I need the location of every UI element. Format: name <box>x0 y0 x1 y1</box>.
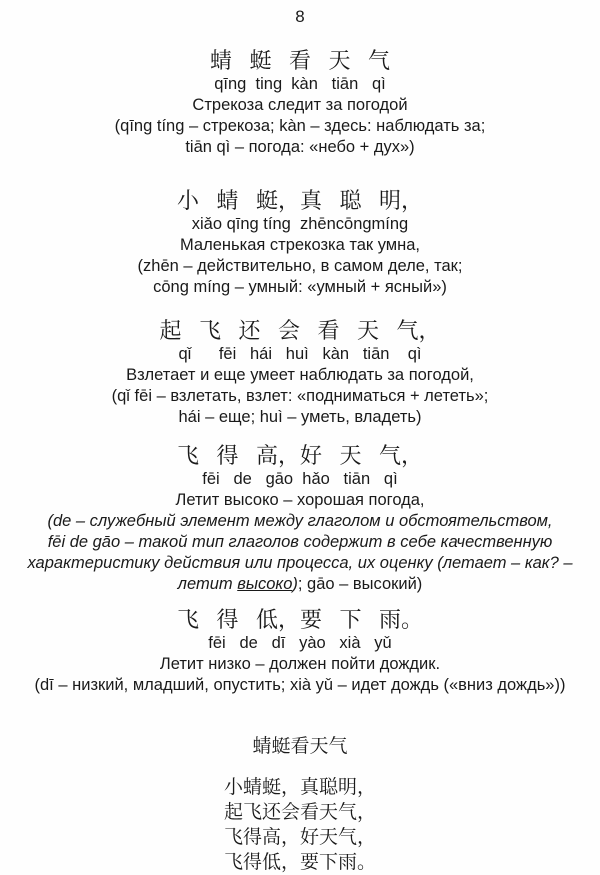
poem-line: 飞得高，好天气， <box>223 827 376 848</box>
hanzi-line: 小 蜻 蜓，真 聪 明， <box>176 188 423 213</box>
pinyin-line: xiǎo qīng tíng zhēncōngmíng <box>191 215 409 233</box>
poem-line: 飞得低，要下雨。 <box>223 852 376 873</box>
verse-section-5 <box>0 607 600 696</box>
poem-line: 小蜻蜓，真聪明， <box>223 777 376 798</box>
note-italic-close: ) <box>292 575 298 593</box>
note-italic-text: летит <box>177 575 238 593</box>
pinyin-line: qīng ting kàn tiān qì <box>214 75 386 93</box>
note-underlined-text: высоко <box>237 575 293 593</box>
note-line: tiān qì – погода: «небо + дух») <box>185 138 415 156</box>
hanzi-line: 起 飞 还 会 看 天 气， <box>159 318 441 343</box>
note-line <box>0 574 600 595</box>
poem-line: 起飞还会看天气， <box>223 802 376 823</box>
poem-title: 蜻蜓看天气 <box>252 736 348 757</box>
note-line: (qǐ fēi – взлетать, взлет: «подниматься + лететь»; <box>111 387 489 405</box>
verse-section-3 <box>0 318 600 428</box>
pinyin-line: fēi de dī yào xià yǔ <box>208 634 392 652</box>
note-line: (dī – низкий, младший, опустить; xià yǔ – идет дождь («вниз дождь»)) <box>34 676 566 694</box>
note-line: (de – служебный элемент между глаголом и обстоятельством, <box>47 512 553 530</box>
note-line: hái – еще; huì – уметь, владеть) <box>178 408 422 426</box>
poem-lines <box>0 775 600 875</box>
translation-line: Маленькая стрекозка так умна, <box>180 236 420 254</box>
verse-section-4 <box>0 443 600 595</box>
note-line: fēi de gāo – такой тип глаголов содержит в себе качественную <box>47 533 553 551</box>
note-regular-text: ; gāo – высокий) <box>297 575 423 593</box>
translation-line: Летит высоко – хорошая погода, <box>175 491 425 509</box>
hanzi-line: 飞 得 低，要 下 雨。 <box>176 607 423 632</box>
chinese-poem <box>0 735 600 875</box>
translation-line: Взлетает и еще умеет наблюдать за погодой, <box>126 366 474 384</box>
note-line: характеристику действия или процесса, их оценку (летает – как? – <box>27 554 573 572</box>
hanzi-line: 飞 得 高，好 天 气， <box>176 443 423 468</box>
note-line: (qīng tíng – стрекоза; kàn – здесь: наблюдать за; <box>114 117 486 135</box>
translation-line: Летит низко – должен пойти дождик. <box>159 655 441 673</box>
note-line: cōng míng – умный: «умный + ясный») <box>153 278 447 296</box>
hanzi-line: 蜻 蜓 看 天 气 <box>209 48 390 73</box>
translation-line: Стрекоза следит за погодой <box>192 96 408 114</box>
verse-section-1 <box>0 48 600 158</box>
page-number: 8 <box>295 7 305 26</box>
verse-section-2 <box>0 188 600 298</box>
pinyin-line: fēi de gāo hǎo tiān qì <box>202 470 398 488</box>
pinyin-line: qǐ fēi hái huì kàn tiān qì <box>178 345 422 363</box>
note-line: (zhēn – действительно, в самом деле, так; <box>137 257 463 275</box>
